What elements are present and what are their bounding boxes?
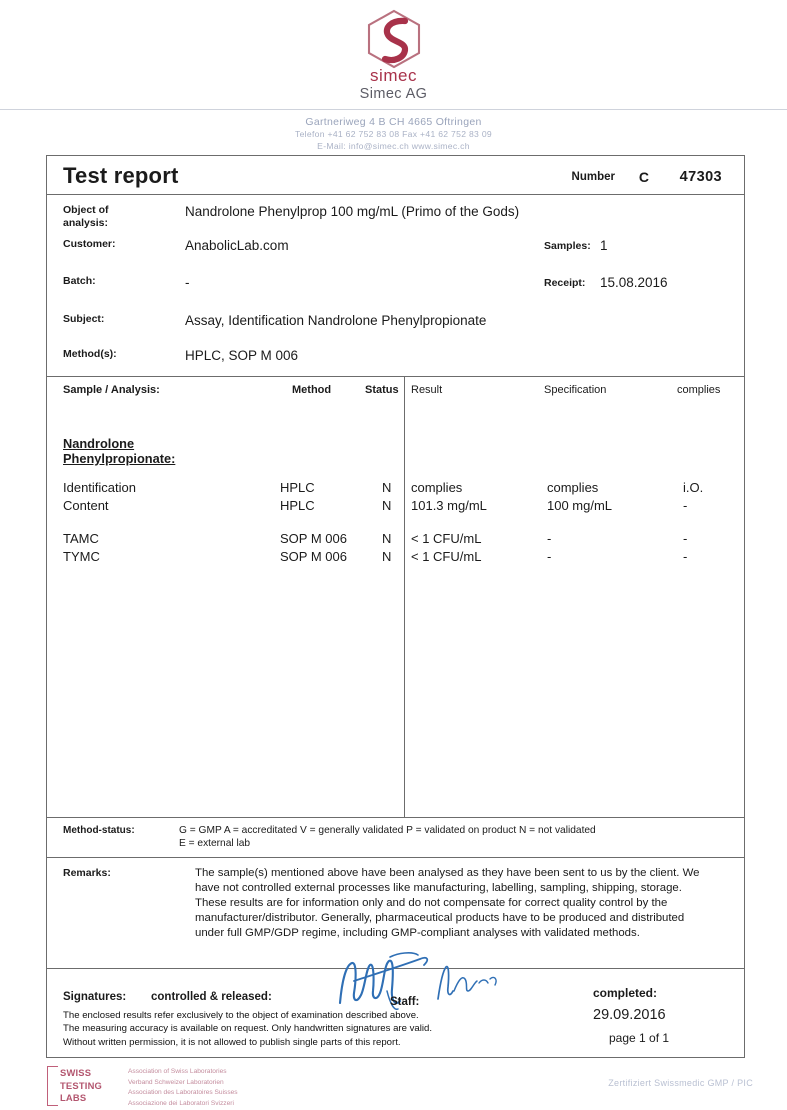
association-name-fr: Association des Laboratoires Suisses (128, 1089, 238, 1097)
method-status-line1: G = GMP A = accreditated V = generally validated P = validated on product N = not validated (179, 825, 596, 836)
stl-line-1: SWISS (60, 1067, 92, 1078)
object-of-analysis-value: Nandrolone Phenylprop 100 mg/mL (Primo of the Gods) (185, 204, 520, 219)
report-number-value: 47303 (679, 169, 722, 185)
row-status: N (382, 531, 392, 546)
col-header-method: Method (292, 384, 332, 396)
meta-row-batch (47, 275, 744, 293)
meta-row-methods (47, 348, 744, 366)
page-title: Test report (63, 163, 179, 188)
meta-row-subject (47, 313, 744, 331)
remarks-section (47, 858, 744, 968)
completed-label: completed: (593, 985, 658, 1000)
row-result: < 1 CFU/mL (411, 531, 482, 546)
row-status: N (382, 549, 392, 564)
staff-label: Staff: (390, 995, 420, 1008)
row-status: N (382, 498, 392, 513)
legal-line-1: The enclosed results refer exclusively to the object of examination described above. (63, 1009, 419, 1021)
legal-disclaimer (63, 1009, 483, 1051)
swiss-testing-labs-logo (47, 1066, 119, 1104)
analyte-group-title-line1: Nandrolone (63, 436, 135, 451)
col-header-complies: complies (677, 384, 721, 396)
row-specification: - (547, 549, 552, 564)
association-name-de: Verband Schweizer Laboratorien (128, 1078, 224, 1086)
row-name: TYMC (63, 549, 100, 564)
company-email: E-Mail: info@simec.ch www.simec.ch (317, 140, 470, 151)
row-complies: - (683, 549, 688, 564)
company-phone: Telefon +41 62 752 83 08 Fax +41 62 752 83 09 (295, 129, 492, 140)
method-status-line2: E = external lab (179, 838, 251, 850)
subject-label: Subject: (63, 313, 105, 325)
letterhead-divider (0, 109, 787, 110)
method-status-legend (47, 818, 744, 858)
col-header-sample: Sample / Analysis: (63, 384, 160, 396)
receipt-value: 15.08.2016 (600, 275, 668, 290)
methods-label: Method(s): (63, 348, 117, 360)
analyte-group-title (63, 436, 203, 466)
customer-value: AnabolicLab.com (185, 238, 289, 253)
report-number-label: Number (571, 171, 615, 183)
methods-value: HPLC, SOP M 006 (185, 348, 299, 363)
row-name: TAMC (63, 531, 99, 546)
row-method: HPLC (280, 480, 315, 495)
certification-text: Zertifiziert Swissmedic GMP / PIC (608, 1078, 753, 1088)
row-result: < 1 CFU/mL (411, 549, 482, 564)
meta-row-customer (47, 238, 744, 256)
company-name: Simec AG (359, 86, 428, 102)
row-specification: - (547, 531, 552, 546)
row-result: 101.3 mg/mL (411, 498, 487, 513)
staff-signature (432, 961, 504, 1005)
samples-label: Samples: (544, 240, 591, 252)
association-names (128, 1067, 238, 1110)
batch-label: Batch: (63, 275, 96, 287)
row-specification: complies (547, 480, 599, 495)
report-frame (46, 155, 745, 1058)
table-row (47, 480, 744, 497)
row-method: SOP M 006 (280, 531, 347, 546)
stl-line-2: TESTING (60, 1079, 103, 1091)
row-method: HPLC (280, 498, 315, 513)
report-title-band (47, 156, 744, 195)
signature-section (47, 968, 744, 1057)
bracket-icon (47, 1066, 58, 1106)
row-name: Content (63, 498, 109, 513)
page-footer (0, 1058, 787, 1110)
meta-row-object (47, 204, 744, 230)
stl-wordmark (60, 1067, 102, 1105)
object-label-line2: analysis: (63, 217, 108, 230)
row-result: complies (411, 480, 463, 495)
company-address: Gartneriweg 4 B CH 4665 Oftringen (305, 116, 482, 128)
row-complies: i.O. (683, 480, 704, 495)
results-table (47, 377, 744, 818)
row-complies: - (683, 531, 688, 546)
col-header-result: Result (411, 384, 443, 396)
table-row (47, 531, 744, 548)
report-number-prefix: C (638, 169, 649, 185)
col-header-specification: Specification (544, 384, 607, 396)
row-status: N (382, 480, 392, 495)
association-name-it: Associazione dei Laboratori Svizzeri (128, 1100, 234, 1108)
col-header-status: Status (365, 384, 399, 396)
completed-date: 29.09.2016 (593, 1006, 666, 1023)
method-status-label: Method-status: (63, 825, 135, 836)
simec-hexagon-s-logo (351, 6, 437, 85)
receipt-label: Receipt: (544, 277, 586, 289)
stl-line-3: LABS (60, 1092, 87, 1103)
table-row (47, 549, 744, 566)
page-number: page 1 of 1 (609, 1030, 670, 1045)
report-meta-band (47, 195, 744, 377)
row-complies: - (683, 498, 688, 513)
object-label-line1: Object of (63, 204, 109, 216)
results-column-divider (404, 377, 405, 817)
legal-line-2: The measuring accuracy is available on request. Only handwritten signatures are valid. (63, 1023, 433, 1035)
letterhead (0, 0, 787, 152)
association-name-en: Association of Swiss Laboratories (128, 1068, 227, 1075)
remarks-text: The sample(s) mentioned above have been analysed as they have been sent to us by the client. We have not controlled external processes like manufacturing, labelling, sampling, shipping, storage. These results are for information only and do not compensate for correct quality control by the manufacturer/distributor. Generally, pharmaceutical products have to be produced and distributed under full GMP/GDP regime, including GMP-compliant analyses with validated methods. (195, 866, 700, 940)
signatures-label: Signatures: (63, 990, 127, 1003)
method-status-lines (179, 824, 728, 851)
samples-value: 1 (600, 238, 608, 253)
object-of-analysis-label (63, 204, 168, 230)
legal-line-3: Without written permission, it is not allowed to publish single parts of this report. (63, 1037, 401, 1049)
row-name: Identification (63, 480, 136, 495)
row-specification: 100 mg/mL (547, 498, 613, 513)
row-method: SOP M 006 (280, 549, 347, 564)
customer-label: Customer: (63, 238, 116, 250)
controlled-released-label: controlled & released: (151, 990, 272, 1003)
results-table-header (47, 377, 744, 403)
analyte-group-title-line2: Phenylpropionate: (63, 451, 176, 467)
table-row (47, 498, 744, 515)
logo-wordmark: simec (370, 66, 417, 85)
batch-value: - (185, 275, 190, 290)
remarks-label: Remarks: (63, 866, 111, 879)
subject-value: Assay, Identification Nandrolone Phenylpropionate (185, 313, 487, 328)
